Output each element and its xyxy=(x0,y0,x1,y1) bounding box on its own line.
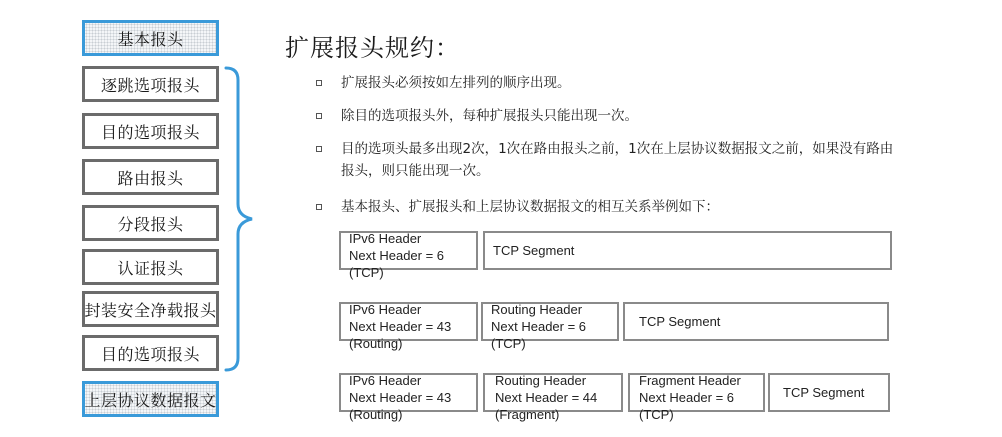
tcp-segment-box xyxy=(768,373,890,412)
ext-header-hop-by-hop xyxy=(82,66,219,102)
tcp-segment-box xyxy=(623,302,889,341)
ext-header-label: 分段报头 xyxy=(117,214,184,234)
fragment-header-title: Fragment Header xyxy=(639,373,741,388)
next-header-value: Next Header = 43 xyxy=(349,319,452,334)
next-header-type: (Fragment) xyxy=(495,407,560,422)
curly-brace xyxy=(222,66,262,372)
ext-header-esp xyxy=(82,291,219,327)
ipv6-header-title: IPv6 Header xyxy=(349,373,422,388)
tcp-segment-label: TCP Segment xyxy=(493,243,575,258)
next-header-type: (TCP) xyxy=(639,407,674,422)
bullet-text: 目的选项头最多出现2次，1次在路由报头之前，1次在上层协议数据报文之前，如果没有路由报头，则只能出现一次。 xyxy=(341,141,894,179)
base-header-label: 基本报头 xyxy=(117,29,184,49)
ext-header-label: 路由报头 xyxy=(117,168,184,188)
bullet-marker xyxy=(316,80,322,86)
next-header-type: (TCP) xyxy=(349,265,384,280)
routing-header-box xyxy=(481,302,619,351)
ext-header-label: 认证报头 xyxy=(117,258,184,278)
ipv6-header-title: IPv6 Header xyxy=(349,231,422,246)
bullet-marker xyxy=(316,146,322,152)
ext-header-routing xyxy=(82,159,219,195)
tcp-segment-box xyxy=(483,231,892,270)
routing-header-box xyxy=(483,373,623,422)
page-title: 扩展报头规约： xyxy=(285,34,460,62)
ipv6-header-box xyxy=(339,231,478,280)
tcp-segment-label: TCP Segment xyxy=(783,385,865,400)
ext-header-label: 逐跳选项报头 xyxy=(100,75,200,95)
next-header-value: Next Header = 6 xyxy=(639,390,735,405)
ext-header-fragment xyxy=(82,205,219,241)
next-header-type: (Routing) xyxy=(349,336,403,351)
base-header-box xyxy=(82,20,219,56)
next-header-value: Next Header = 6 xyxy=(349,248,445,263)
ext-header-destination-2 xyxy=(82,335,219,371)
fragment-header-box xyxy=(628,373,765,422)
routing-header-title: Routing Header xyxy=(491,302,583,317)
ext-header-destination-1 xyxy=(82,113,219,149)
bullet-marker xyxy=(316,113,322,119)
next-header-value: Next Header = 6 xyxy=(491,319,587,334)
ipv6-header-title: IPv6 Header xyxy=(349,302,422,317)
ext-header-label: 目的选项报头 xyxy=(100,122,200,142)
upper-layer-label: 上层协议数据报文 xyxy=(84,390,217,410)
bullet-text: 除目的选项报头外，每种扩展报头只能出现一次。 xyxy=(341,108,638,124)
upper-layer-box xyxy=(82,381,219,417)
tcp-segment-label: TCP Segment xyxy=(639,314,721,329)
next-header-value: Next Header = 43 xyxy=(349,390,452,405)
bullet-text: 基本报头、扩展报头和上层协议数据报文的相互关系举例如下： xyxy=(341,199,719,215)
ipv6-header-box xyxy=(339,302,478,351)
ext-header-label: 目的选项报头 xyxy=(100,344,200,364)
bullet-text: 扩展报头必须按如左排列的顺序出现。 xyxy=(341,75,571,91)
routing-header-title: Routing Header xyxy=(495,373,587,388)
next-header-type: (TCP) xyxy=(491,336,526,351)
ipv6-header-box xyxy=(339,373,478,422)
next-header-type: (Routing) xyxy=(349,407,403,422)
ext-header-authentication xyxy=(82,249,219,285)
next-header-value: Next Header = 44 xyxy=(495,390,598,405)
ext-header-label: 封装安全净载报头 xyxy=(84,300,217,320)
bullet-marker xyxy=(316,204,322,210)
